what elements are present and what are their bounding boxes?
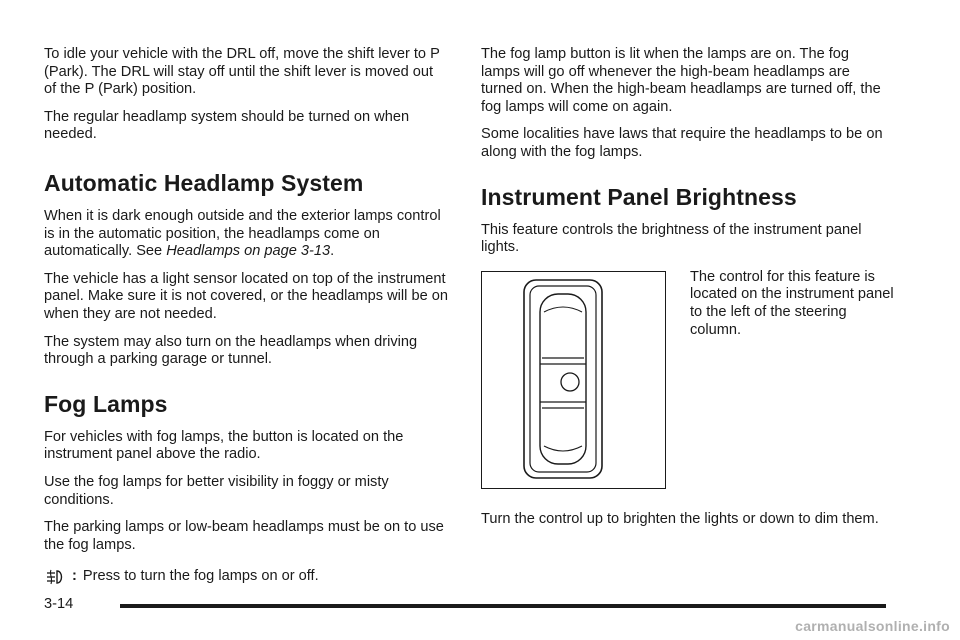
paragraph-turn-control: Turn the control up to brighten the lights or down to dim them. <box>481 510 879 527</box>
heading-automatic-headlamp: Automatic Headlamp System <box>44 169 364 196</box>
paragraph-fog-button-location: For vehicles with fog lamps, the button is located on the instrument panel above the radio. <box>44 428 404 463</box>
heading-instrument-panel-brightness: Instrument Panel Brightness <box>481 183 797 210</box>
page-number: 3-14 <box>44 596 74 612</box>
paragraph-regular-headlamp: The regular headlamp system should be turned on when needed. <box>44 108 410 143</box>
fog-icon-description: Press to turn the fog lamps on or off. <box>82 568 319 585</box>
paragraph-parking-garage: The system may also turn on the headlamps when driving through a parking garage or tunnel. <box>44 333 418 368</box>
paragraph-fog-button-lit: The fog lamp button is lit when the lamps are on. The fog lamps will go off whenever the high-beam headlamps are turned on. When the high-beam headlamps are turned off, the fog lamps will come on again. <box>481 46 881 115</box>
paragraph-local-laws: Some localities have laws that require the headlamps to be on along with the fog lamps. <box>481 126 883 160</box>
brightness-control-figure-block <box>481 268 894 493</box>
auto-text-end: . <box>330 243 335 260</box>
brightness-control-figure <box>481 271 666 489</box>
brightness-thumbwheel-icon <box>482 272 664 487</box>
paragraph-brightness-feature: This feature controls the brightness of the instrument panel lights. <box>481 221 862 256</box>
auto-text: When it is dark enough outside and the exterior lamps control is in the automatic position, the headlamps come on automatically. See <box>44 207 441 260</box>
paragraph-auto-headlamp-1 <box>44 208 449 261</box>
footer-rule <box>120 604 886 608</box>
paragraph-light-sensor: The vehicle has a light sensor located on top of the instrument panel. Make sure it is not covered, or the headlamps will be on when they are not needed. <box>44 270 448 322</box>
right-column <box>481 46 894 538</box>
paragraph-drl-idle: To idle your vehicle with the DRL off, move the shift lever to P (Park). The DRL will stay off until the shift lever is moved out of the P (Park) position. <box>44 46 440 98</box>
left-column <box>44 46 449 588</box>
figure-caption-control-location: The control for this feature is located on the instrument panel to the left of the steering column. <box>690 268 894 338</box>
paragraph-fog-visibility: Use the fog lamps for better visibility in foggy or misty conditions. <box>44 473 389 508</box>
heading-fog-lamps: Fog Lamps <box>44 390 168 417</box>
watermark: carmanualsonline.info <box>795 618 950 634</box>
icon-colon: : <box>72 568 77 585</box>
fog-lamp-icon <box>44 568 66 588</box>
headlamps-page-link[interactable]: Headlamps on page 3-13 <box>166 243 331 260</box>
paragraph-fog-requirement: The parking lamps or low-beam headlamps must be on to use the fog lamps. <box>44 519 444 553</box>
fog-lamp-instruction <box>44 568 449 588</box>
